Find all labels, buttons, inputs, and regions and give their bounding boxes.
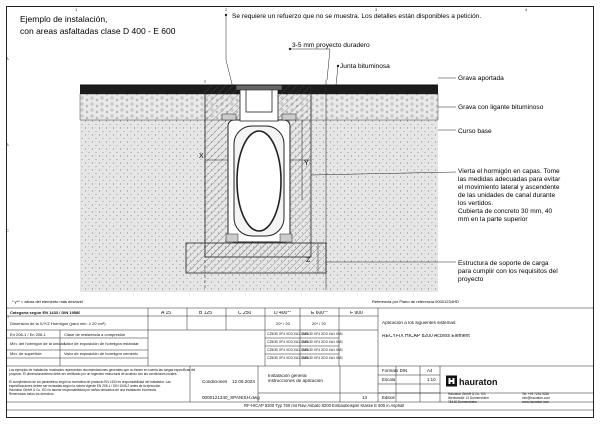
drawing-title: RF-HICAP 8200 Typ 760 mit Ravi Asbato 8200 Einbaubeispiel Klasse E 600 in Asphalt (244, 404, 405, 408)
reference: Referencia por Plano de referencia 00001234HD (372, 299, 459, 304)
grate (246, 88, 272, 112)
code-e600-4: C25/30 XF4 XD3 XA1 XM1 (302, 356, 343, 360)
dim-x: X (199, 153, 204, 160)
support-slab (186, 243, 326, 273)
conditions-label: Condiciones (202, 380, 228, 384)
svg-text:las medidas adecuadas para evi: las medidas adecuadas para evitar (458, 176, 561, 183)
row-category-label: Categoría según EN 1433 / DIN 19580 (10, 311, 81, 315)
grid-letter: B (6, 142, 9, 147)
svg-text:los vertidos.: los vertidos. (458, 200, 494, 207)
grid-number: 3 (375, 7, 378, 12)
channel-foot-right (280, 234, 292, 242)
escala-value: 1:10 (427, 378, 436, 382)
class-d400: D 400** (274, 311, 292, 316)
code-e600-1: C25/30 XF4 XD3 XA1 XM1 (302, 332, 343, 336)
code-e600-2: C25/30 XF4 XD3 XA1 XM1 (302, 340, 343, 344)
class-f900: F 900 (350, 311, 363, 316)
disclaimer-3: El cumplimiento de los parámetros según la normativa de producto EN 1433 es responsabilidad del instalador. Las (9, 380, 171, 384)
edition-label: Edition (382, 396, 396, 400)
channel-foot-left (226, 234, 238, 242)
note-top: Se requiere un refuerzo que no se muestra. Los detalles están disponibles a petición. (232, 13, 482, 20)
grid-number: 1 (75, 7, 78, 12)
svg-text:mm en la parte superior: mm en la parte superior (458, 216, 528, 223)
formato-value: A4 (427, 369, 433, 373)
channel-oval (237, 131, 281, 231)
hauraton-logo (446, 372, 506, 390)
dim-y: Y (304, 160, 309, 167)
label-grava-aportada: Grava aportada (458, 75, 504, 82)
leader-dots (225, 14, 339, 67)
channel-flange-left (222, 114, 236, 120)
sub-left-0: En 206-1 / En 206-1 (10, 333, 46, 337)
grid-number: 4 (525, 7, 528, 12)
svg-text:el movimiento lateral y ascend: el movimiento lateral y ascendente (458, 184, 560, 191)
disclaimer-1: proyecto. El dimensionamiento debe ser verificado por un ingeniero estructural de acuerdo con las condiciones locales. (9, 372, 178, 376)
row-dimension-label: Dimensión de la X/Y/Z Hormigón (para mín. ≥ 20 cm²) (10, 322, 106, 326)
class-e600: E 600** (311, 311, 328, 316)
title-block (6, 308, 594, 418)
dim-z: Z (306, 257, 311, 264)
formato-label: Formato DIN (382, 369, 408, 373)
svg-text:Vierta el hormigón en capas. T: Vierta el hormigón en capas. Tome (458, 168, 560, 175)
grid-number: 2 (225, 7, 228, 12)
disclaimer-0: Los ejemplos de instalación mostrados representan recomendaciones generales que no tienen en cuenta las cargas específicas del (9, 368, 196, 372)
sub-left-1: Mín. del hormigón de la unidad (10, 342, 65, 346)
svg-text:de las unidades de canal duran: de las unidades de canal durante (458, 192, 556, 199)
date: 12.06.2024 (232, 380, 255, 384)
code-d400-2: C25/30 XF4 XD3 XA1 XM1 (267, 340, 308, 344)
title-line-1: Ejemplo de instalación, (20, 14, 108, 24)
install-label-0: Instalación general (268, 374, 307, 378)
grid-letter: C (6, 228, 9, 233)
svg-text:Cubierta de concreto 30 mm, 40: Cubierta de concreto 30 mm, 40 (458, 208, 553, 215)
class-c250: C 250 (238, 311, 252, 316)
code-e600-3: C25/30 XF4 XD3 XA1 XM1 (302, 348, 343, 352)
company-contact-1: info@hauraton.com (522, 396, 550, 400)
label-junta: Junta bituminosa (340, 63, 390, 70)
sub-row-2: Valor de exposición de hormigón cemento (64, 352, 139, 356)
label-grava-ligante: Grava con ligante bituminoso (458, 104, 544, 111)
company-contact-0: Tel. +49 7245 9250 (522, 392, 550, 396)
label-estructura (458, 260, 558, 283)
disclaimer-4: especificaciones deben ser revisadas según la norma vigente EN 206-1 / DIN 1045-2 antes de la ejecución. (9, 384, 162, 388)
company-address-1: Werkstraße 13 Durmersheim (448, 396, 489, 400)
drawing-number: 0000121340_SPANISH.dwg (202, 396, 260, 400)
application-label: Aplicación a los siguientes sistemas: (382, 321, 457, 325)
code-d400-4: C25/30 XF4 XD3 XA1 XM1 (267, 356, 308, 360)
company-address-2: 76448 Durmersheim (448, 400, 477, 404)
grid-letter: A (6, 56, 9, 61)
grid-letter: D (6, 314, 9, 319)
company-address-0: Hauraton GmbH & Co. KG (448, 392, 486, 396)
grate-top (236, 85, 282, 90)
label-hormigon (458, 168, 561, 223)
application-value: RECYFIX HICAP 8200 Access Element (382, 334, 470, 339)
d400-dimension: 20* / 20 (276, 322, 290, 326)
svg-text:para cumplir con los requisito: para cumplir con los requisitos del (458, 268, 558, 275)
install-label-1: instrucciones de aplicación (268, 379, 323, 383)
sheet-number: 13 (362, 396, 368, 400)
disclaimer-6: Reservados todos los derechos. (9, 392, 55, 396)
disclaimer-5: Hauraton GmbH & Co. KG no asume responsabilidad por daños derivados de una instalación incorrecta. (9, 388, 157, 392)
code-d400-3: C25/30 XF4 XD3 XA1 XM1 (267, 348, 308, 352)
company-contact-2: www.hauraton.com (522, 400, 550, 404)
logo-text: hauraton (459, 377, 498, 387)
class-a15: A 15 (161, 311, 172, 316)
sub-row-1: Valor de exposición de hormigón estándar (64, 342, 139, 346)
svg-text:Estructura de soporte de carga: Estructura de soporte de carga (458, 260, 549, 267)
label-curso-base: Curso base (458, 128, 492, 135)
title-line-2: con areas asfaltadas clase D 400 - E 600 (20, 26, 176, 36)
class-b125: B 125 (199, 311, 213, 316)
footnote: * y** = altura del elemento más desnivel (12, 299, 83, 304)
sub-left-2: Mín. de superficie (10, 352, 42, 356)
e600-dimension: 20* / 20 (312, 322, 326, 326)
label-proyecto: 3-5 mm proyecto duradero (292, 42, 370, 49)
svg-text:proyecto: proyecto (458, 276, 484, 283)
sub-row-0: Clase de resistencia a compresión (64, 333, 126, 337)
code-d400-1: C25/30 XF4 XD3 XA1 XM1 (267, 332, 308, 336)
channel-flange-right (282, 114, 296, 120)
escala-label: Escala (382, 378, 396, 382)
